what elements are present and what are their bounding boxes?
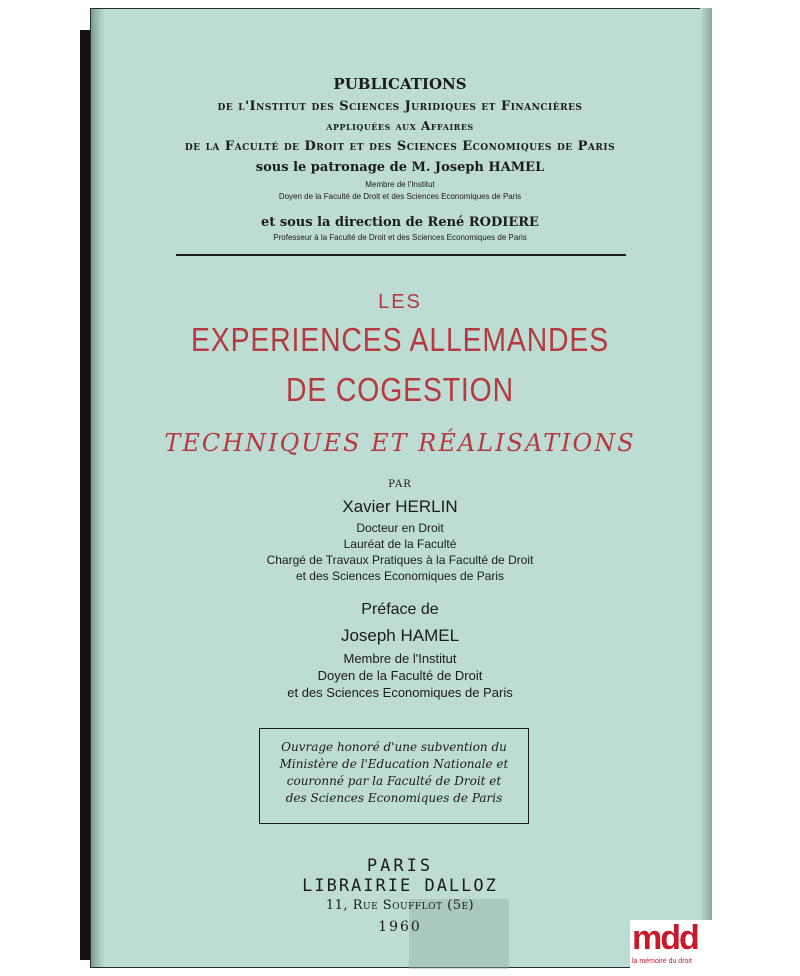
preface-credential-2: Doyen de la Faculté de Droit	[317, 668, 483, 683]
patronage-line: sous le patronage de M. Joseph HAMEL	[255, 160, 545, 175]
author-credential-1: Docteur en Droit	[356, 521, 444, 535]
award-notice-line-4: des Sciences Economiques de Paris	[285, 791, 503, 805]
publisher-address: 11, Rue Soufflot (5e)	[325, 898, 475, 913]
header-divider	[176, 254, 626, 256]
director-credential: Professeur à la Faculté de Droit et des Sciences Economiques de Paris	[273, 233, 527, 242]
award-notice-line-2: Ministère de l'Education Nationale et	[279, 757, 509, 771]
publisher-city: PARIS	[366, 856, 434, 876]
author-name: Xavier HERLIN	[342, 497, 458, 516]
preface-credential-1: Membre de l'Institut	[343, 651, 457, 666]
author-credential-2: Lauréat de la Faculté	[343, 537, 457, 551]
subtitle: TECHNIQUES ET RÉALISATIONS	[164, 429, 636, 457]
scan-spine-edge	[80, 30, 90, 960]
publisher-name: LIBRAIRIE DALLOZ	[302, 876, 498, 896]
award-notice-line-3: couronné par la Faculté de Droit et	[286, 774, 502, 788]
patron-credential-1: Membre de l'Institut	[365, 180, 435, 189]
direction-line: et sous la direction de René RODIERE	[261, 215, 539, 230]
preface-author: Joseph HAMEL	[340, 626, 460, 645]
faculty-line: de la Faculté de Droit et des Sciences Economiques de Paris	[184, 139, 616, 154]
award-notice-line-1: Ouvrage honoré d'une subvention du	[281, 740, 507, 754]
mdd-logo	[630, 920, 720, 972]
title-main-line-2: DE COGESTION	[286, 371, 514, 408]
title-les: LES	[378, 291, 422, 313]
author-credential-4: et des Sciences Economiques de Paris	[295, 569, 505, 583]
preface-credential-3: et des Sciences Economiques de Paris	[287, 685, 513, 700]
author-credential-3: Chargé de Travaux Pratiques à la Faculté de Droit	[266, 553, 534, 567]
by-label: PAR	[388, 479, 412, 490]
book-cover	[90, 8, 710, 968]
cover-edge-shadow	[700, 8, 712, 968]
institute-subline: appliquées aux Affaires	[326, 119, 474, 133]
preface-label: Préface de	[361, 601, 439, 618]
title-main-line-1: EXPERIENCES ALLEMANDES	[191, 321, 609, 358]
logo-tagline: la mémoire du droit	[632, 958, 692, 965]
institute-line: de l'Institut des Sciences Juridiques et Financières	[217, 99, 583, 114]
patron-credential-2: Doyen de la Faculté de Droit et des Sciences Economiques de Paris	[278, 192, 522, 201]
logo-wordmark: mdd	[632, 919, 698, 957]
series-title: PUBLICATIONS	[333, 75, 467, 93]
award-notice-box	[259, 728, 529, 824]
publication-year: 1960	[378, 919, 422, 935]
